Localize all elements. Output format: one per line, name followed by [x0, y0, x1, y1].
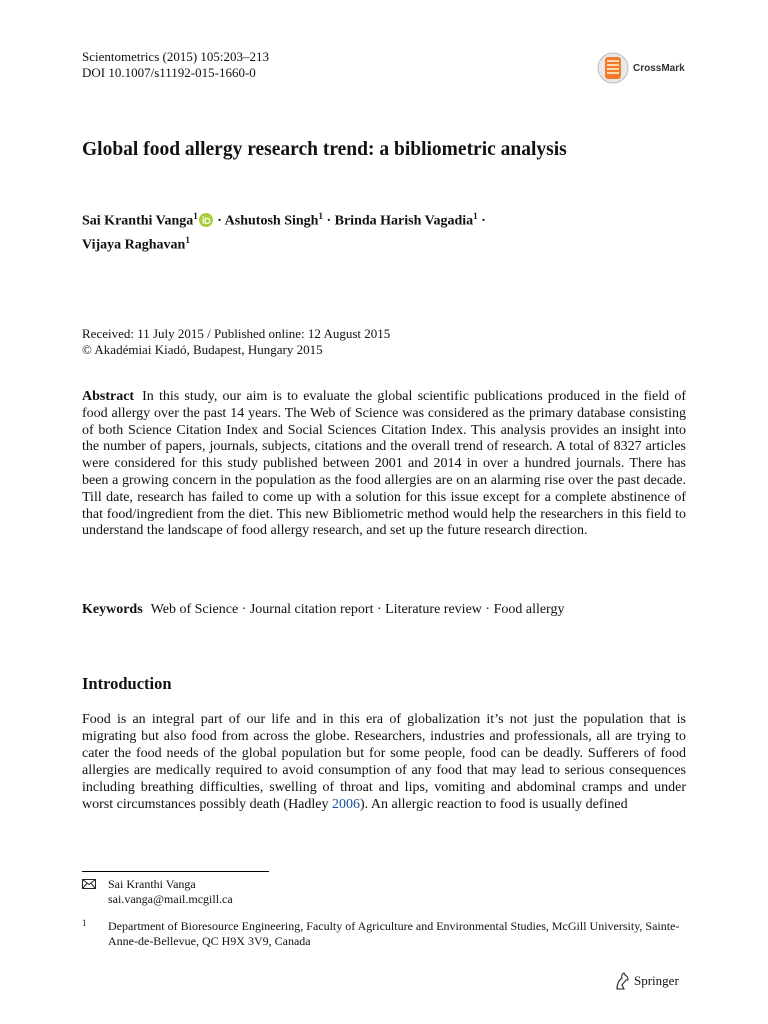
springer-horse-icon — [614, 972, 630, 990]
publisher-logo — [614, 972, 679, 990]
received-published: Received: 11 July 2015 / Published online: 12 August 2015 — [82, 326, 391, 341]
keywords — [82, 601, 702, 618]
paper-title: Global food allergy research trend: a bibliometric analysis — [82, 139, 567, 160]
intro-text-part: Food is an integral part of our life and in this era of globalization it’s not just the population that is migrating but also food from across the globe. Researchers, industries and professionals, all are trying to cater the food needs of the global population but for some people, food can be deadly. Sufferers of food allergies are medically required to avoid consumption of any food that may lead to serious consequences including breathing difficulties, swelling of throat and lips, vomiting and abdominal cramps and under worst circumstances possibly death (Hadley — [82, 712, 686, 813]
affiliation-marker: 1 — [318, 211, 323, 221]
footnote-divider — [82, 871, 269, 872]
journal-citation: Scientometrics (2015) 105:203–213 — [82, 49, 270, 64]
author-separator: · — [217, 213, 222, 229]
crossmark-badge[interactable] — [596, 52, 685, 84]
envelope-icon — [82, 879, 96, 889]
doi[interactable]: DOI 10.1007/s11192-015-1660-0 — [82, 65, 256, 80]
crossmark-icon — [596, 52, 630, 84]
introduction-text — [82, 711, 686, 814]
section-heading-introduction: Introduction — [82, 674, 172, 693]
author-list — [82, 207, 702, 254]
author-separator: · — [326, 213, 332, 229]
abstract-text: In this study, our aim is to evaluate the global scientific publications produced in the field of food allergy over the past 14 years. The Web of Science was considered as the primary database consisting of both Science Citation Index and Social Sciences Citation Index. This analysis provides an insight into the number of papers, journals, subjects, citations and the overall trend of research. A total of 8327 articles were considered for this study published between 2001 and 2014 in over a hundred journals. There has been a growing concern in the population as the food allergies are on an alarming rise over the past decade. Till date, research has failed to come up with a solution for this issue except for a complete abstinence of that food/ingredient from the diet. This new Bibliometric method would help the researchers in this field to understand the landscape of food allergy research, and set up the future research direction. — [82, 389, 686, 539]
author-name[interactable]: Ashutosh Singh — [224, 213, 319, 229]
abstract — [82, 389, 686, 540]
springer-label: Springer — [634, 973, 679, 988]
author-name[interactable]: Vijaya Raghavan — [82, 237, 186, 253]
journal-header — [82, 49, 269, 81]
affiliation-number: 1 — [82, 918, 87, 928]
affiliation-marker: 1 — [473, 211, 478, 221]
keywords-text: Web of Science · Journal citation report · Literature review · Food allergy — [150, 602, 565, 617]
keywords-heading: Keywords — [82, 602, 143, 617]
citation-link[interactable]: 2006 — [332, 797, 360, 813]
copyright: © Akadémiai Kiadó, Budapest, Hungary 2015 — [82, 342, 323, 357]
corresponding-name: Sai Kranthi Vanga — [108, 877, 196, 891]
orcid-icon[interactable] — [199, 213, 213, 227]
intro-text-part: ). An allergic reaction to food is usually defined — [360, 797, 628, 813]
corresponding-email[interactable]: sai.vanga@mail.mcgill.ca — [108, 892, 233, 906]
affiliation-marker: 1 — [193, 211, 198, 221]
affiliation-marker: 1 — [185, 234, 190, 245]
author-name[interactable]: Sai Kranthi Vanga — [82, 213, 194, 229]
crossmark-label: CrossMark — [633, 62, 685, 74]
abstract-heading: Abstract — [82, 389, 135, 404]
affiliation-text: Department of Bioresource Engineering, Faculty of Agriculture and Environmental Studies, McGill University, Sainte-Anne-de-Bellevue, QC H9X 3V9, Canada — [108, 919, 680, 948]
publication-dates — [82, 326, 390, 358]
author-separator: · — [481, 213, 486, 229]
author-name[interactable]: Brinda Harish Vagadia — [334, 213, 474, 229]
